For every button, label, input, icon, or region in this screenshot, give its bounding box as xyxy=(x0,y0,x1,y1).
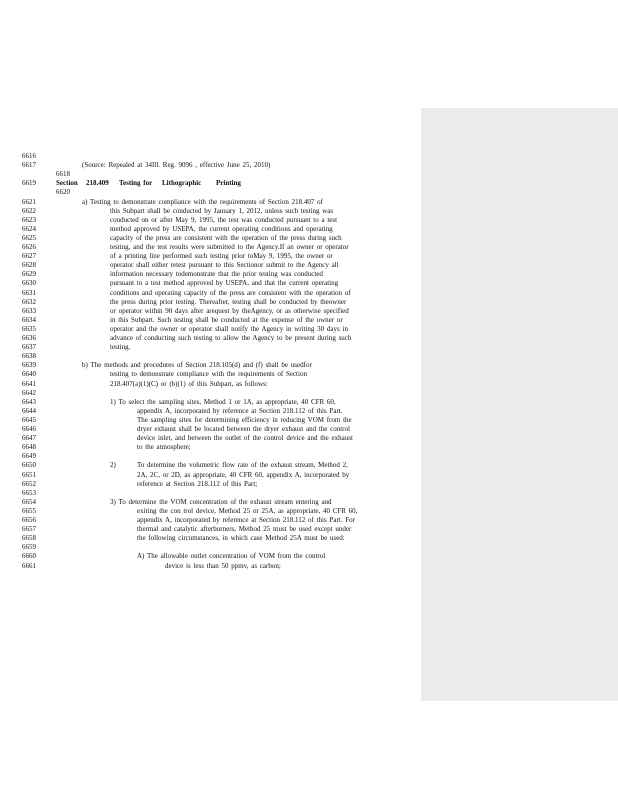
text-line: To determine the volumetric flow rate of the exhaust stream, Method 2, xyxy=(137,461,348,470)
line-number: 6655 xyxy=(22,506,36,515)
line-number: 6622 xyxy=(22,206,36,215)
line-number: 6645 xyxy=(22,415,36,424)
text-line: device is less than 50 ppmv, as carbon; xyxy=(165,561,281,570)
line-number: 6653 xyxy=(22,488,36,497)
text-line: appendix A, incorporated by reference at Section 218.112 of this Part. For xyxy=(137,516,355,524)
text-line: in this Subpart. Such testing shall be conducted at the expense of the owner or xyxy=(110,315,343,324)
text-line: 2) xyxy=(110,461,116,470)
text-line: Lithographic xyxy=(162,179,202,188)
line-number: 6633 xyxy=(22,306,36,315)
line-number: 6643 xyxy=(22,397,36,406)
text-line: Testing for xyxy=(119,179,153,188)
text-line: 3) To determine the VOM concentration of the exhaust stream entering and xyxy=(110,497,332,506)
line-number: 6648 xyxy=(22,443,36,452)
line-number: 6644 xyxy=(22,406,36,415)
line-number: 6634 xyxy=(22,315,36,324)
text-line: operator and the owner or operator shall notify the Agency in writing 30 days in xyxy=(110,324,348,333)
line-number: 6625 xyxy=(22,233,36,242)
line-number: 6616 xyxy=(22,152,36,160)
text-line: method approved by USEPA, the current operating conditions and operating xyxy=(110,224,333,233)
line-number: 6624 xyxy=(22,224,36,233)
line-number: 6661 xyxy=(22,561,36,570)
text-line: dryer exhaust shall be located between the dryer exhaust and the control xyxy=(137,425,350,433)
line-number: 6619 xyxy=(22,179,36,188)
text-line: 6620 xyxy=(56,188,70,197)
text-line: thermal and catalytic afterburners, Method 25 must be used except under xyxy=(137,525,352,534)
text-line: b) The methods and procedures of Section 218.105(d) and (f) shall be usedfor xyxy=(82,361,312,370)
line-number: 6623 xyxy=(22,215,36,224)
line-number: 6638 xyxy=(22,352,36,361)
text-line: advance of conducting such testing to allow the Agency to be present during such xyxy=(110,334,352,342)
text-line: operator shall either retest pursuant to this Sectionor submit to the Agency all xyxy=(110,261,339,270)
text-line: appendix A, incorporated by reference at Section 218.112 of this Part. xyxy=(137,406,343,415)
text-line: device inlet, and between the outlet of the control device and the exhaust xyxy=(137,434,353,443)
text-line: A) The allowable outlet concentration of VOM from the control xyxy=(137,552,326,561)
text-line: conditions and operating capacity of the press are consistent with the operation of xyxy=(110,288,351,297)
text-line: a) Testing to demonstrate compliance with the requirements of Section 218.407 of xyxy=(82,197,323,206)
text-line: capacity of the press are consistent with the operation of the press during such xyxy=(110,233,342,242)
text-line: testing. xyxy=(110,343,131,352)
comment-margin-pane xyxy=(421,108,618,701)
line-number: 6649 xyxy=(22,452,36,461)
line-number: 6650 xyxy=(22,461,36,470)
line-number: 6640 xyxy=(22,370,36,379)
line-number: 6630 xyxy=(22,279,36,288)
text-line: 218.409 xyxy=(86,179,109,188)
line-number: 6635 xyxy=(22,324,36,333)
text-line: exiting the con trol device, Method 25 or 25A, as appropriate, 40 CFR 60, xyxy=(137,506,358,515)
text-line: Printing xyxy=(216,179,241,188)
line-number: 6636 xyxy=(22,334,36,342)
line-number: 6629 xyxy=(22,270,36,279)
text-line: the following circumstances, in which case Method 25A must be used: xyxy=(137,534,345,543)
line-number: 6651 xyxy=(22,470,36,479)
line-number: 6656 xyxy=(22,516,36,524)
line-number: 6647 xyxy=(22,434,36,443)
text-line: 1) To select the sampling sites, Method 1 or 1A, as appropriate, 40 CFR 60, xyxy=(110,397,336,406)
line-number: 6626 xyxy=(22,243,36,251)
text-line: or operator within 90 days after arequest by theAgency, or as otherwise specified xyxy=(110,306,349,315)
text-line: information necessary todemonstrate that the prior testing was conducted xyxy=(110,270,323,279)
line-number: 6659 xyxy=(22,543,36,552)
line-number: 6632 xyxy=(22,297,36,306)
line-number: 6660 xyxy=(22,552,36,561)
text-line: 2A, 2C, or 2D, as appropriate, 40 CFR 60, appendix A, incorporated by xyxy=(137,470,350,479)
text-line: Section xyxy=(56,179,78,188)
text-line: to the atmosphere; xyxy=(137,443,191,452)
text-line: 218.407(a)(1)(C) or (b)(1) of this Subpart, as follows: xyxy=(110,379,268,388)
line-number: 6639 xyxy=(22,361,36,370)
text-line: conducted on or after May 9, 1995, the test was conducted pursuant to a test xyxy=(110,215,338,224)
text-line: 6618 xyxy=(56,170,70,179)
line-number: 6652 xyxy=(22,479,36,488)
line-number: 6617 xyxy=(22,161,36,170)
line-number: 6628 xyxy=(22,261,36,270)
line-number: 6631 xyxy=(22,288,36,297)
text-line: testing to demonstrate compliance with the requirements of Section xyxy=(110,370,307,379)
text-line: The sampling sites for determining efficiency in reducing VOM from the xyxy=(137,415,352,424)
text-line: this Subpart shall be conducted by January 1, 2012, unless such testing was xyxy=(110,206,334,215)
line-number: 6654 xyxy=(22,497,36,506)
line-number: 6657 xyxy=(22,525,36,534)
line-number: 6627 xyxy=(22,252,36,261)
text-line: the press during prior testing. Thereafter, testing shall be conducted by theowner xyxy=(110,297,347,306)
text-line: (Source: Repealed at 34Ill. Reg. 9096 , effective June 25, 2010) xyxy=(82,161,271,170)
line-number: 6621 xyxy=(22,197,36,206)
line-number: 6641 xyxy=(22,379,36,388)
line-number: 6637 xyxy=(22,343,36,352)
text-line: reference at Section 218.112 of this Part; xyxy=(137,479,258,488)
line-number: 6658 xyxy=(22,534,36,543)
text-line: testing, and the test results were submitted to the Agency.If an owner or operator xyxy=(110,243,349,251)
text-line: pursuant to a test method approved by USEPA, and that the current operating xyxy=(110,279,339,288)
text-line: of a printing line performed such testing prior toMay 9, 1995, the owner or xyxy=(110,252,333,261)
line-number: 6646 xyxy=(22,425,36,433)
line-number: 6642 xyxy=(22,388,36,397)
